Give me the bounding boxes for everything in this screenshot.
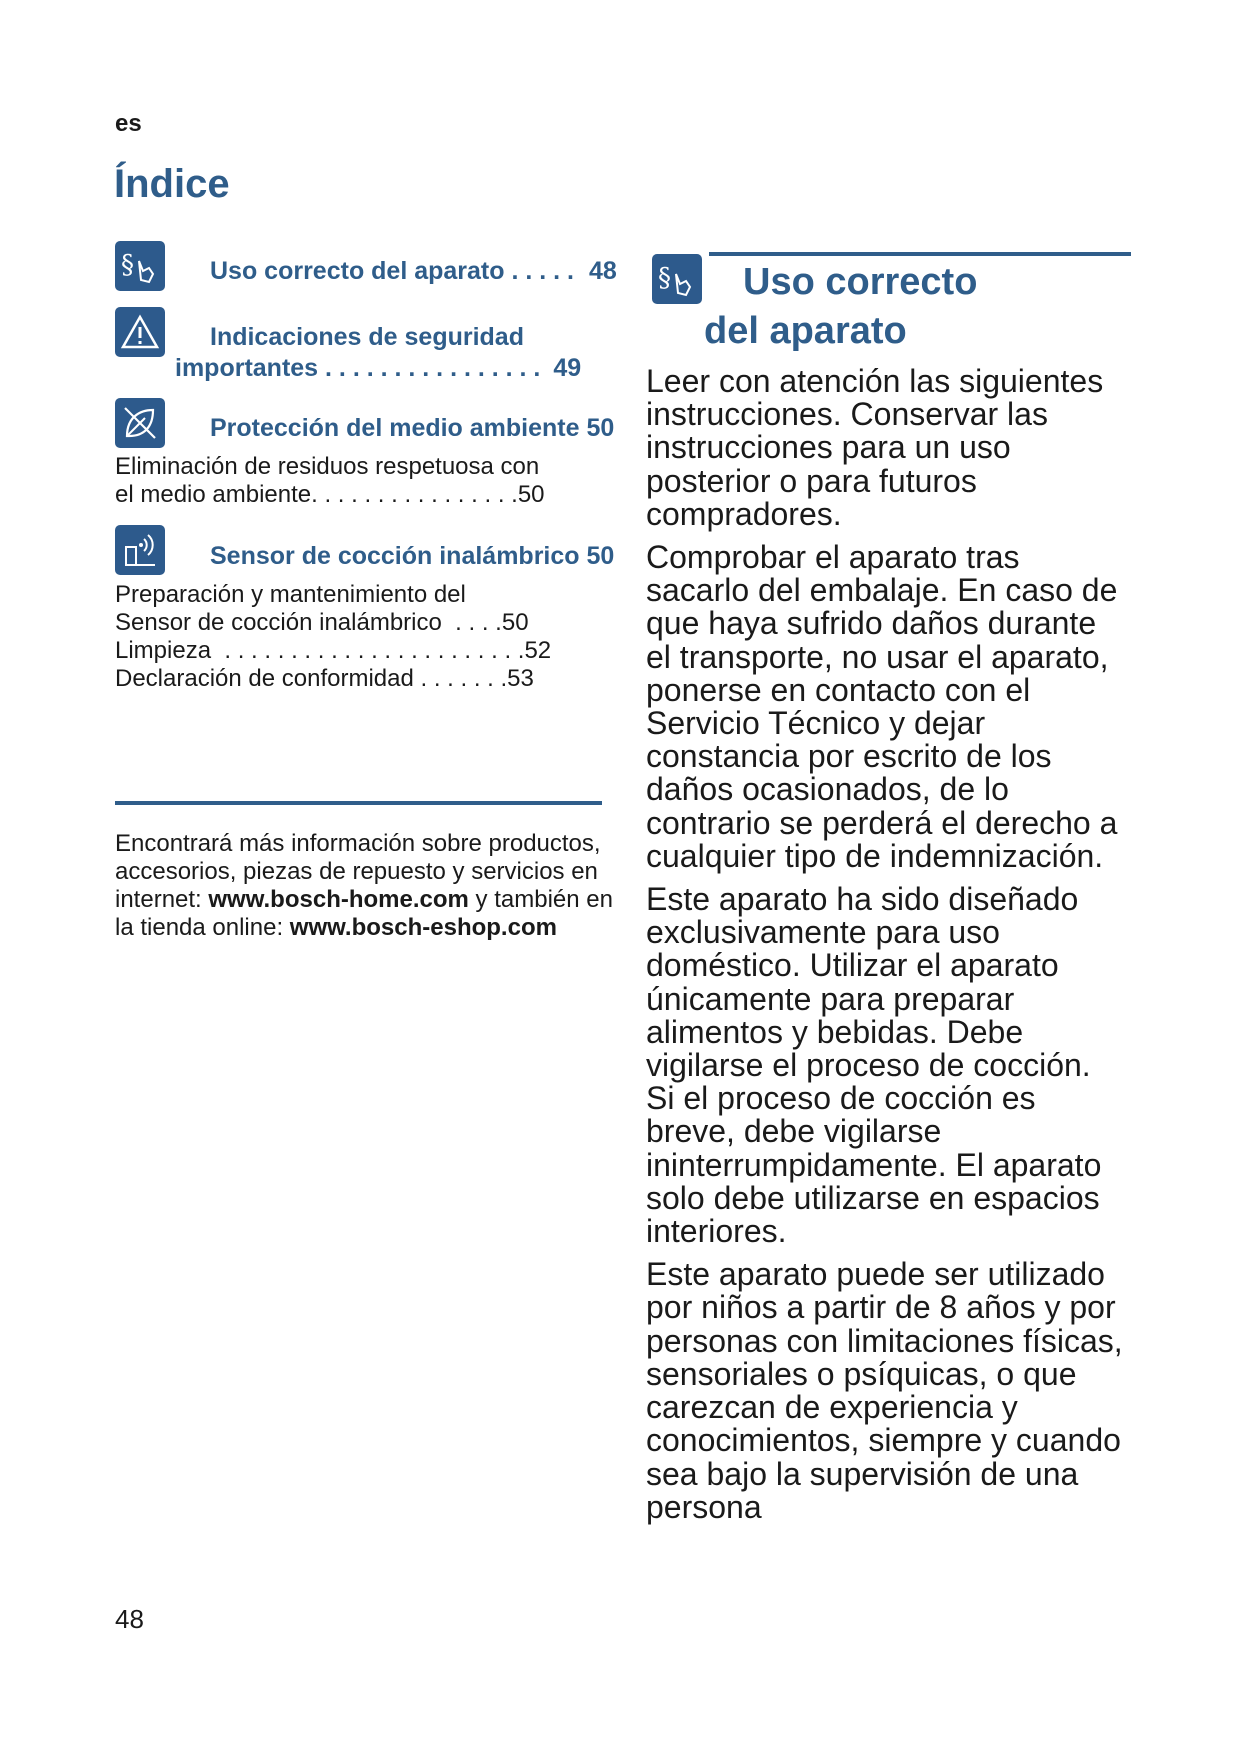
- section-title-line2: del aparato: [704, 310, 907, 352]
- toc-entry-title: Sensor de cocción inalámbrico: [210, 542, 580, 570]
- svg-text:§: §: [121, 250, 134, 280]
- page-number: 48: [115, 1604, 144, 1634]
- toc-subentry[interactable]: Preparación y mantenimiento del: [115, 581, 466, 608]
- divider: [115, 801, 602, 805]
- toc-dots: . . . . .: [504, 257, 574, 285]
- toc-entry-indicaciones-line2[interactable]: [175, 354, 581, 383]
- section-body: [646, 365, 1126, 1534]
- wireless-sensor-icon: [115, 525, 165, 575]
- toc-entry-title: Uso correcto del aparato: [210, 257, 505, 285]
- toc-subentry[interactable]: Sensor de cocción inalámbrico . . . .50: [115, 609, 529, 636]
- info-paragraph: [115, 830, 615, 942]
- section-title: [646, 258, 977, 356]
- body-paragraph: Este aparato puede ser utilizado por niños a partir de 8 años y por personas con limitaciones físicas, sensoriales o psíquicas, o que carezcan de experiencia y conocimientos, siempre y cuando sea bajo la supervisión de una persona: [646, 1256, 1123, 1525]
- toc-entry-uso-correcto[interactable]: [210, 257, 617, 286]
- toc-subentry[interactable]: Declaración de conformidad . . . . . . .53: [115, 665, 534, 692]
- toc-page-number: 49: [553, 354, 582, 382]
- language-code: es: [115, 110, 142, 137]
- info-text: y también en la tienda online:: [115, 886, 613, 941]
- toc-subentry[interactable]: Limpieza . . . . . . . . . . . . . . . . . . . . . . .52: [115, 637, 552, 664]
- section-title-line1: Uso correcto: [743, 261, 978, 303]
- toc-entry-proteccion[interactable]: [210, 414, 614, 443]
- info-text: Encontrará más información sobre productos, accesorios, piezas de repuesto y servicios en internet:: [115, 830, 601, 913]
- divider: [709, 252, 1131, 256]
- body-paragraph: Comprobar el aparato tras sacarlo del embalaje. En caso de que haya sufrido daños durante el transporte, no usar el aparato, ponerse en contacto con el Servicio Técnico y dejar constancia por escrito de los daños ocasionados, de lo contrario se perderá el derecho a cualquier tipo de indemnización.: [646, 539, 1118, 874]
- toc-entry-title: Indicaciones de seguridad: [210, 323, 524, 351]
- section-hand-icon: [115, 241, 165, 291]
- bosch-home-link[interactable]: www.bosch-home.com: [208, 886, 469, 913]
- toc-subentry[interactable]: el medio ambiente. . . . . . . . . . . . . . . .50: [115, 481, 545, 508]
- toc-entry-title: Protección del medio ambiente: [210, 414, 580, 442]
- warning-icon: [115, 307, 165, 357]
- toc-title: Índice: [114, 162, 230, 206]
- toc-subentry[interactable]: Eliminación de residuos respetuosa con: [115, 453, 540, 480]
- toc-entry-title: importantes: [175, 354, 319, 382]
- bosch-eshop-link[interactable]: www.bosch-eshop.com: [289, 914, 557, 941]
- toc-entry-indicaciones-line1[interactable]: [210, 323, 524, 352]
- toc-page-number: 50: [586, 414, 615, 442]
- toc-entry-sensor[interactable]: [210, 542, 614, 571]
- body-paragraph: Leer con atención las siguientes instrucciones. Conservar las instrucciones para un uso posterior o para futuros compradores.: [646, 363, 1104, 532]
- toc-page-number: 50: [586, 542, 615, 570]
- svg-text:§: §: [658, 263, 671, 293]
- toc-page-number: 48: [588, 257, 617, 285]
- leaf-icon: [115, 398, 165, 448]
- toc-dots: . . . . . . . . . . . . . . . .: [318, 354, 548, 382]
- body-paragraph: Este aparato ha sido diseñado exclusivamente para uso doméstico. Utilizar el aparato únicamente para preparar alimentos y bebidas. Debe vigilarse el proceso de cocción. Si el proceso de cocción es breve, debe vigilarse ininterrumpidamente. El aparato solo debe utilizarse en espacios interiores.: [646, 881, 1102, 1250]
